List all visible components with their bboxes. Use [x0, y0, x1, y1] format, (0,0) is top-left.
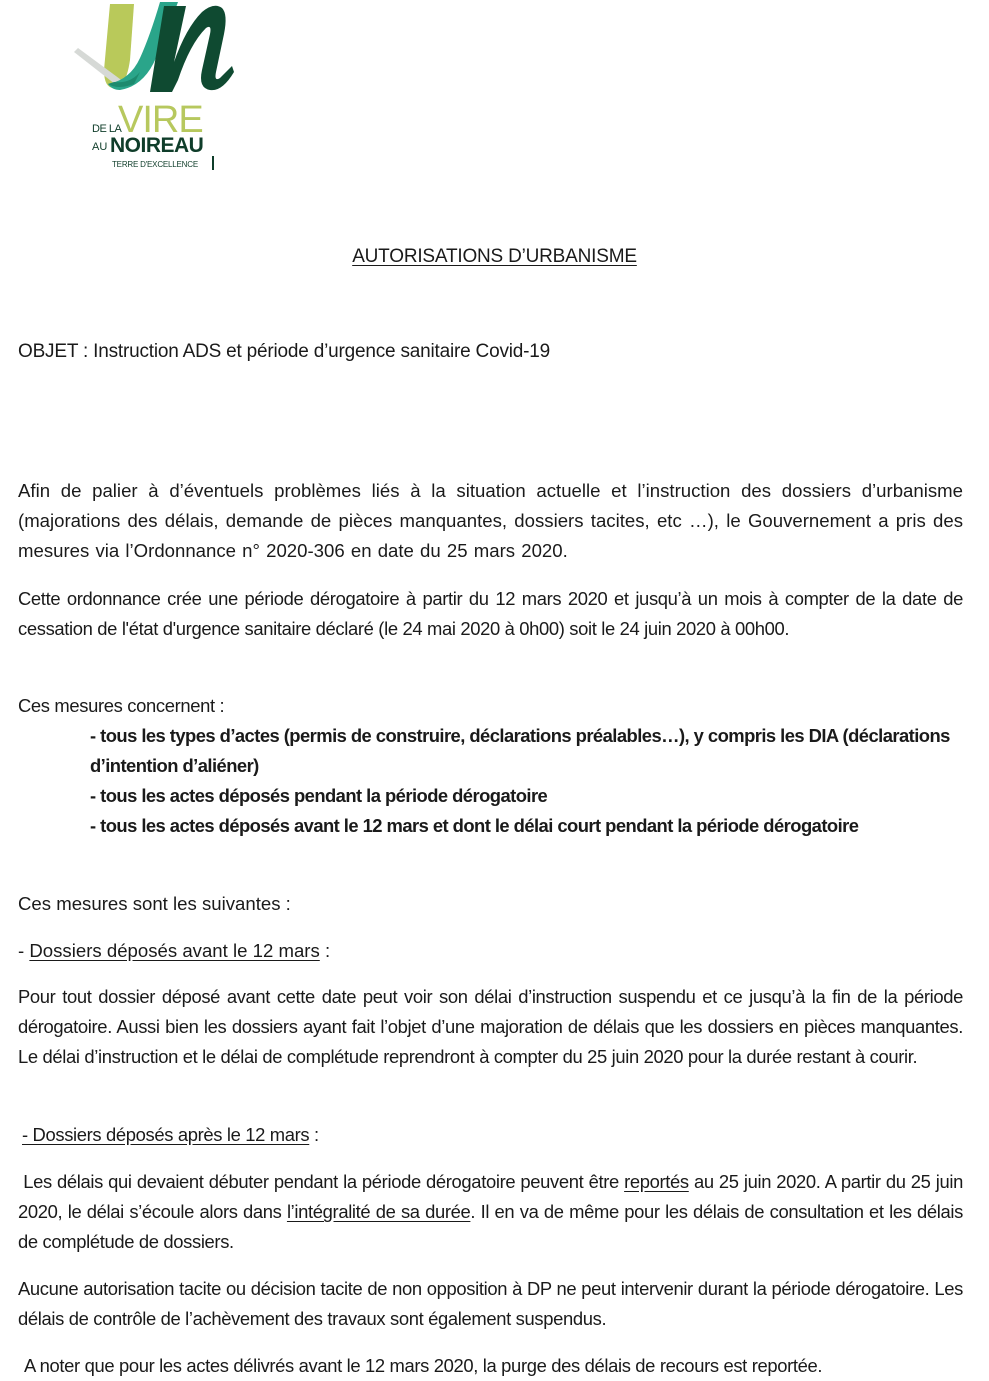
avant-heading: Dossiers déposés avant le 12 mars: [29, 940, 320, 961]
apres-paragraph: [18, 1167, 963, 1257]
apres-heading-suffix: :: [309, 1124, 319, 1145]
logo-vire-text: VIRE: [118, 99, 203, 141]
logo-tagline: TERRE D'EXCELLENCE: [112, 160, 198, 169]
logo-tagline-bar: [212, 156, 214, 170]
avant-heading-line: [18, 936, 963, 966]
noter-paragraph: A noter que pour les actes délivrés avant le 12 mars 2020, la purge des délais de recours est reportée.: [24, 1355, 823, 1376]
document-title-text: AUTORISATIONS D’URBANISME: [352, 246, 637, 267]
apres-underlined-integralite: l’intégralité de sa durée: [286, 1201, 471, 1222]
apres-text-3: . Il en va de même pour les délais de consultation et les délais de complétude de dossiers.: [18, 1201, 963, 1252]
logo-noireau-text: NOIREAU: [110, 134, 204, 157]
suivantes-label: Ces mesures sont les suivantes :: [18, 893, 291, 914]
apres-underlined-reportes: reportés: [624, 1171, 689, 1192]
logo-graphic: [74, 0, 244, 175]
intro-paragraph: Afin de palier à d’éventuels problèmes liés à la situation actuelle et l’instruction des dossiers d’urbanisme (majorations des délais, demande de pièces manquantes, dossiers tacites, etc …), le Gouvernement a pris des mesures via l’Ordonnance n° 2020-306 en date du 25 mars 2020.: [18, 480, 963, 561]
document-title: [0, 242, 989, 272]
logo-au-text: AU: [92, 141, 108, 153]
concernent-list: [90, 721, 963, 841]
list-item: - tous les types d’actes (permis de construire, déclarations préalables…), y compris les DIA (déclarations d’intention d’aliéner): [90, 725, 950, 776]
logo-n-letter: [150, 6, 234, 92]
periode-paragraph: Cette ordonnance crée une période dérogatoire à partir du 12 mars 2020 et jusqu’à un mois à compter de la date de cessation de l'état d'urgence sanitaire déclaré (le 24 mai 2020 à 0h00) soit le 24 juin 2020 à 00h00.: [18, 588, 963, 639]
apres-text-2: au 25 juin 2020. A partir du 25 juin 2020, le délai s’écoule alors dans: [18, 1171, 963, 1222]
apres-text-1: Les délais qui devaient débuter pendant la période dérogatoire peuvent être: [23, 1171, 625, 1192]
concernent-label: Ces mesures concernent :: [18, 695, 225, 716]
tacite-paragraph: Aucune autorisation tacite ou décision tacite de non opposition à DP ne peut intervenir durant la période dérogatoire. Les délais de contrôle de l’achèvement des travaux sont également suspendus.: [18, 1278, 963, 1329]
apres-heading: - Dossiers déposés après le 12 mars: [22, 1124, 310, 1145]
logo-de-la-text: DE LA: [92, 123, 122, 135]
list-item: - tous les actes déposés avant le 12 mars et dont le délai court pendant la période dérogatoire: [90, 815, 859, 836]
apres-heading-line: [22, 1120, 967, 1150]
avant-paragraph: Pour tout dossier déposé avant cette date peut voir son délai d’instruction suspendu et ce jusqu’à la fin de la période dérogatoire. Aussi bien les dossiers ayant fait l’objet d’une majoration de délais que les dossiers en pièces manquantes. Le délai d’instruction et le délai de complétude reprendront à compter du 25 juin 2020 pour la durée restant à courir.: [18, 986, 963, 1067]
list-item: - tous les actes déposés pendant la période dérogatoire: [90, 785, 548, 806]
objet-line: OBJET : Instruction ADS et période d’urgence sanitaire Covid-19: [18, 341, 550, 362]
vire-normandie-logo: [74, 0, 244, 175]
avant-heading-suffix: :: [319, 940, 331, 961]
avant-heading-prefix: -: [18, 940, 30, 961]
